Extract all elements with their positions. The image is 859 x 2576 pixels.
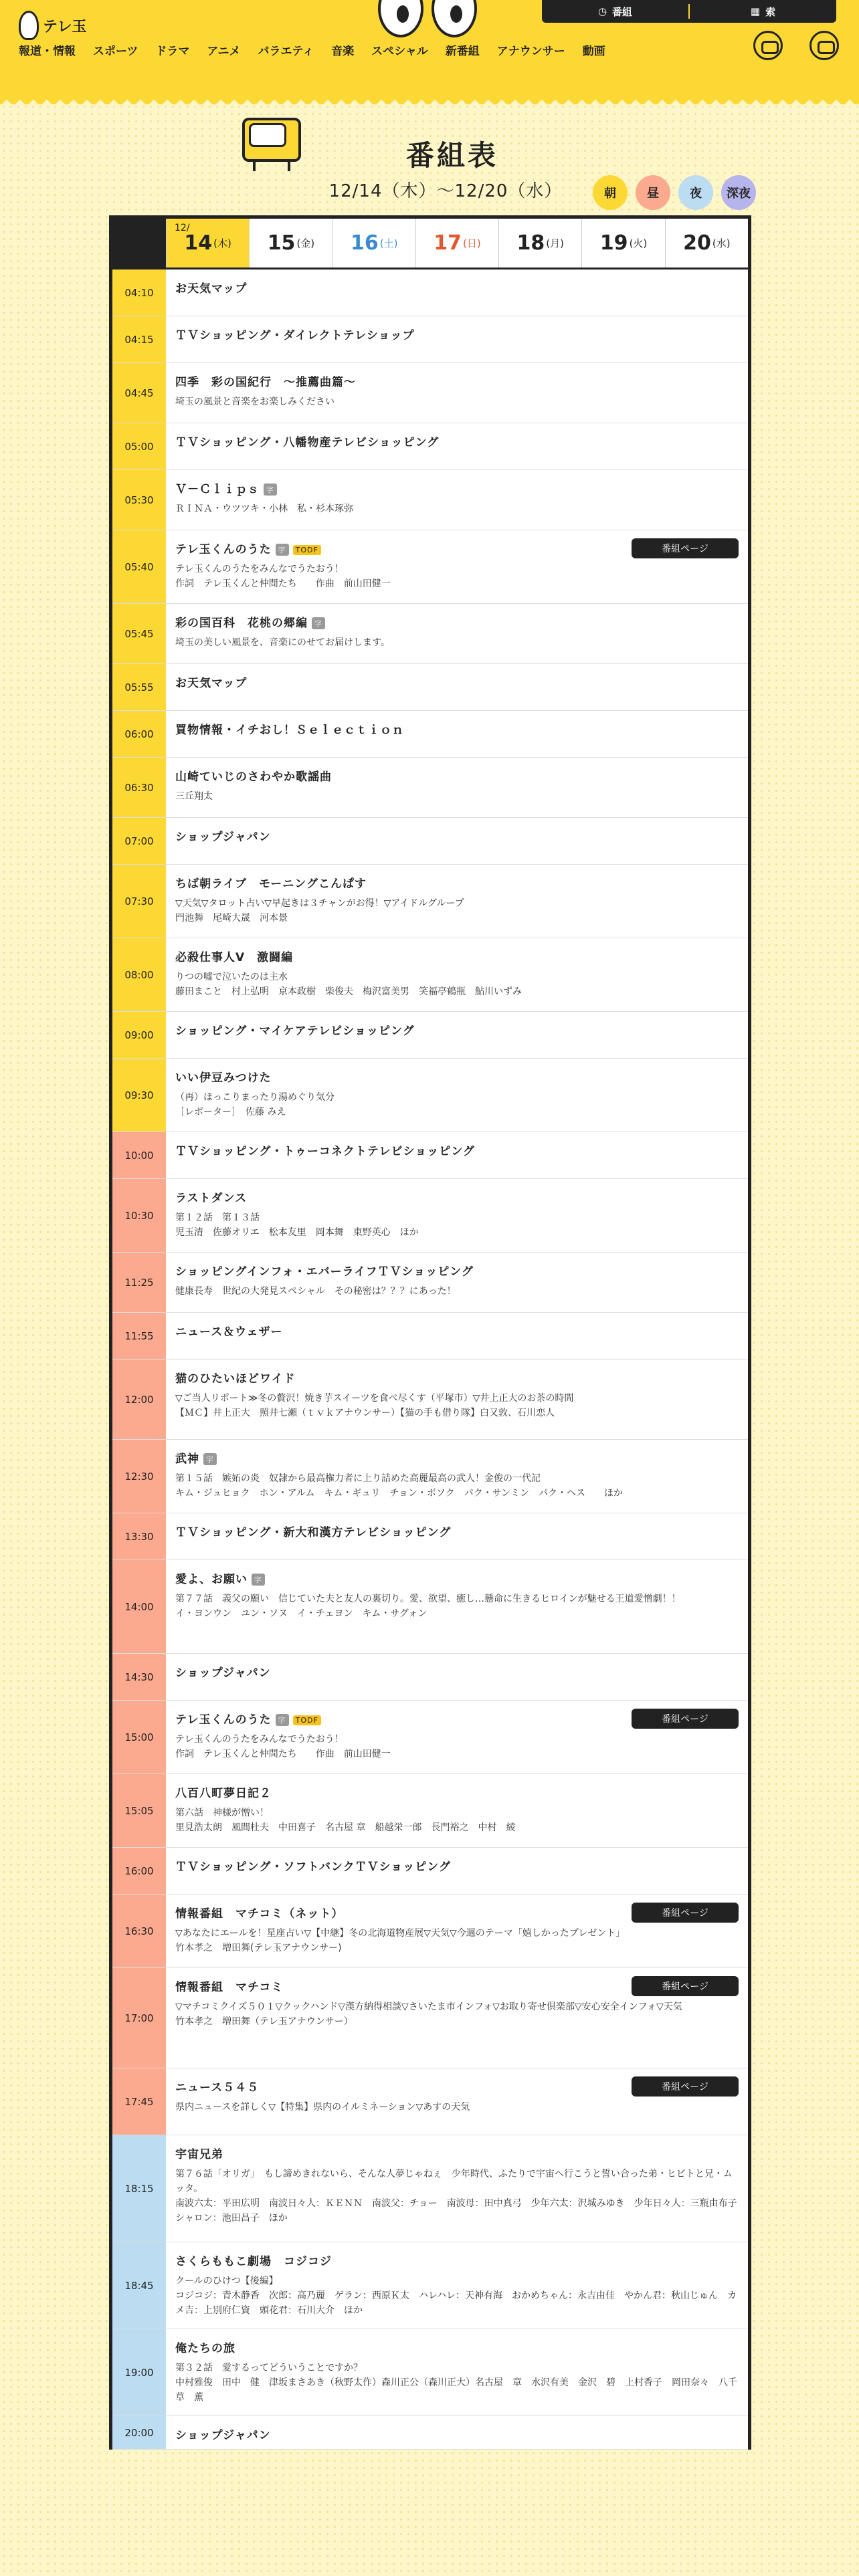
program-time: 04:15: [112, 316, 166, 362]
schedule-grid: [109, 215, 751, 2450]
program-row[interactable]: [112, 530, 748, 604]
nav-item[interactable]: アナウンサー: [496, 44, 565, 58]
subtitle-badge: 字: [276, 1714, 289, 1726]
day-tabs: [112, 219, 748, 270]
program-cell[interactable]: [166, 530, 748, 603]
program-row[interactable]: [112, 1968, 748, 2068]
program-row[interactable]: [112, 711, 748, 758]
tod-badge: TODF: [293, 1715, 321, 1725]
program-row[interactable]: [112, 1313, 748, 1360]
program-title[interactable]: ニュース５４５: [175, 2081, 260, 2095]
program-time: 12:00: [112, 1360, 166, 1439]
program-time: 17:00: [112, 1968, 166, 2068]
subtitle-badge: 字: [312, 617, 325, 629]
header-zigzag: [0, 95, 859, 104]
program-row[interactable]: [112, 423, 748, 470]
program-time: 06:00: [112, 711, 166, 757]
clock-icon: ◷: [597, 5, 607, 17]
program-description: ▽あなたにエールを！星座占い▽【中継】冬の北海道物産展▽天気▽今週のテーマ「嬉しかったプレゼント」 竹本孝之 増田舞(テレ玉アナウンサー): [175, 1928, 626, 1953]
program-row[interactable]: [112, 1560, 748, 1654]
date-range: 12/14（木）〜12/20（水）: [328, 181, 563, 201]
program-guide-link[interactable]: ◷ 番組: [597, 5, 633, 18]
program-title[interactable]: 情報番組 マチコミ（ネット）: [175, 1907, 344, 1921]
site-header: [0, 0, 859, 95]
program-time: 13:30: [112, 1513, 166, 1560]
tv-icon: [238, 114, 305, 174]
program-title[interactable]: 買物情報・イチおし！Ｓｅｌｅｃｔｉｏｎ: [175, 724, 404, 737]
program-cell[interactable]: [166, 363, 748, 423]
program-page-button[interactable]: 番組ページ: [632, 1709, 739, 1729]
program-title[interactable]: ＴＶショッピング・八幡物産テレビショッピング: [175, 436, 440, 449]
program-description: 県内ニュースを詳しく▽【特集】県内のイルミネーション▽あすの天気: [175, 2102, 470, 2113]
program-row[interactable]: [112, 1360, 748, 1440]
program-description: 第７６話「オリガ」 もし諦めきれないら、そんな人夢じゃねぇ 少年時代、ふたりで宇宙へ行こうと誓い合った弟・ヒビトと兄・ムッタ。 南波六太：平田広明 南波日々人：ＫＥＮＮ 南波父：チョー 南波母：田中真弓 少年六太：沢城みゆき 少年日々人：三瓶由布子 シャロン：池田昌子 ほか: [175, 2169, 737, 2224]
program-row[interactable]: [112, 2068, 748, 2135]
day-tab[interactable]: [166, 219, 249, 267]
program-description: 第１２話 第１３話 児玉清 佐藤オリエ 松本友里 岡本舞 東野英心 ほか: [175, 1212, 419, 1238]
program-description: ＲＩＮＡ・ウツツキ・小林 私・杉本琢弥: [175, 504, 353, 514]
time-button-深夜[interactable]: 深夜: [721, 175, 756, 210]
program-title[interactable]: テレ玉くんのうた 字 TODF: [175, 1710, 739, 1727]
program-time: 14:30: [112, 1654, 166, 1700]
program-description: 埼玉の風景と音楽をお楽しみください: [175, 397, 335, 407]
time-button-昼[interactable]: 昼: [636, 175, 670, 210]
program-title[interactable]: テレ玉くんのうた 字 TODF: [175, 540, 739, 556]
program-time: 05:00: [112, 423, 166, 469]
program-description: 第１５話 嫉妬の炎 奴隷から最高権力者に上り詰めた高麗最高の武人！金俊の一代記 キム・ジュヒョク ホン・アルム キム・ギュリ チョン・ボソク パク・サンミン パク・ヘス ほか: [175, 1473, 624, 1499]
program-row[interactable]: [112, 1179, 748, 1253]
program-title[interactable]: お天気マップ: [175, 677, 248, 690]
program-title[interactable]: 情報番組 マチコミ: [175, 1981, 284, 1994]
program-cell[interactable]: [166, 423, 748, 469]
main-nav: [19, 37, 605, 62]
program-time: 07:00: [112, 818, 166, 864]
program-cell[interactable]: [166, 1848, 748, 1894]
program-time: 19:00: [112, 2329, 166, 2416]
program-cell[interactable]: [166, 664, 748, 710]
program-row[interactable]: [112, 316, 748, 363]
program-cell[interactable]: [166, 470, 748, 530]
program-title[interactable]: ラストダンス: [175, 1192, 248, 1205]
program-cell[interactable]: [166, 1179, 748, 1252]
program-time: 18:15: [112, 2135, 166, 2242]
program-cell[interactable]: [166, 1774, 748, 1847]
program-title[interactable]: 必殺仕事人Ⅴ 激闘編: [175, 951, 294, 964]
nav-item[interactable]: アニメ: [207, 44, 241, 58]
program-cell[interactable]: [166, 316, 748, 362]
day-month: 12/: [175, 223, 190, 233]
program-title[interactable]: 四季 彩の国紀行 〜推薦曲篇〜: [175, 376, 356, 389]
program-page-button[interactable]: 番組ページ: [632, 1976, 739, 1996]
program-title[interactable]: さくらももこ劇場 コジコジ: [175, 2255, 332, 2268]
program-title[interactable]: ＴＶショッピング・ダイレクトテレショップ: [175, 329, 415, 342]
day-number: 18: [516, 231, 545, 255]
day-number: 17: [434, 231, 462, 255]
program-cell[interactable]: [166, 2242, 748, 2329]
program-time: 07:30: [112, 865, 166, 938]
program-title[interactable]: ＴＶショッピング・トゥーコネクトテレビショッピング: [175, 1145, 475, 1158]
program-page-button[interactable]: 番組ページ: [632, 1903, 739, 1923]
program-description: （再）ほっこりまったり湯めぐり気分 ［レポーター］ 佐藤 みえ: [175, 1092, 335, 1117]
program-row[interactable]: [112, 1654, 748, 1701]
program-title[interactable]: いい伊豆みつけた: [175, 1071, 272, 1085]
mascot-eyes-icon: [378, 0, 478, 40]
program-page-button[interactable]: 番組ページ: [632, 538, 739, 558]
program-cell[interactable]: [166, 1059, 748, 1132]
day-weekday: (月): [546, 237, 564, 249]
program-cell[interactable]: [166, 1701, 748, 1774]
program-row[interactable]: [112, 270, 748, 316]
day-number: 14: [184, 231, 213, 255]
program-cell[interactable]: [166, 2329, 748, 2416]
program-title[interactable]: ニュース＆ウェザー: [175, 1325, 283, 1339]
time-button-夜[interactable]: 夜: [678, 175, 713, 210]
program-row[interactable]: [112, 1440, 748, 1513]
program-time: 10:30: [112, 1179, 166, 1252]
program-row[interactable]: [112, 2416, 748, 2450]
program-row[interactable]: [112, 1012, 748, 1059]
program-cell[interactable]: [166, 1895, 748, 1967]
subtitle-badge: 字: [264, 484, 277, 496]
day-tab[interactable]: [332, 219, 415, 267]
program-row[interactable]: [112, 865, 748, 938]
nav-item[interactable]: 報道・情報: [19, 44, 76, 58]
program-row[interactable]: [112, 1513, 748, 1560]
day-number: 19: [599, 231, 628, 255]
nav-item[interactable]: バラエティ: [258, 44, 314, 58]
program-cell[interactable]: [166, 1968, 748, 2068]
program-title[interactable]: ショップジャパン: [175, 2429, 271, 2442]
program-row[interactable]: [112, 664, 748, 711]
program-cell[interactable]: [166, 711, 748, 757]
program-title[interactable]: お天気マップ: [175, 282, 248, 296]
program-time: 06:30: [112, 758, 166, 817]
program-list: [112, 270, 748, 2450]
subtitle-badge: 字: [203, 1453, 217, 1465]
program-description: ▽マチコミクイズ５０１▽クックハンド▽漢方納得相談▽さいたま市インフォ▽お取り寄せ倶楽部▽安心安全インフォ▽天気 竹本孝之 増田舞（テレ玉アナウンサー）: [175, 2002, 682, 2027]
program-title[interactable]: ＴＶショッピング・ソフトバンクＴＶショッピング: [175, 1860, 451, 1874]
program-time: 05:40: [112, 530, 166, 603]
program-title[interactable]: ショッピング・マイケアテレビショッピング: [175, 1025, 415, 1038]
nav-item[interactable]: スペシャル: [371, 44, 428, 58]
program-title[interactable]: 八百八町夢日記２: [175, 1787, 272, 1800]
program-row[interactable]: [112, 1132, 748, 1179]
program-row[interactable]: [112, 758, 748, 818]
logo-text: テレ玉: [43, 18, 87, 35]
program-description: ▽ご当人リポート≫冬の贅沢！焼き芋スイーツを食べ尽くす（平塚市）▽井上正大のお茶の時間 【ＭＣ】井上正大 照井七瀬（ｔｖｋアナウンサー）【猫の手も借り隊】白又敦、石川恋人: [175, 1393, 574, 1418]
program-title[interactable]: ショッピングインフォ・エバーライフＴＶショッピング: [175, 1265, 474, 1279]
program-row[interactable]: [112, 1253, 748, 1313]
nav-item[interactable]: 音楽: [331, 44, 355, 58]
program-time: 10:00: [112, 1132, 166, 1178]
program-description: テレ玉くんのうたをみんなでうたおう！ 作詞 テレ玉くんと仲間たち 作曲 前山田健一: [175, 564, 391, 589]
program-row[interactable]: [112, 1848, 748, 1895]
program-cell[interactable]: [166, 1313, 748, 1359]
program-description: りつの嘘で泣いたのは主水 藤田まこと 村上弘明 京本政樹 柴俊夫 梅沢富美男 笑福亭鶴瓶 鮎川いずみ: [175, 972, 522, 997]
program-row[interactable]: [112, 604, 748, 664]
program-title[interactable]: 彩の国百科 花桃の郷編 字: [175, 613, 739, 630]
program-time: 15:00: [112, 1701, 166, 1774]
program-row[interactable]: [112, 363, 748, 423]
program-title[interactable]: ＴＶショッピング・新大和漢方テレビショッピング: [175, 1526, 452, 1539]
day-tab[interactable]: [581, 219, 664, 267]
program-time: 09:30: [112, 1059, 166, 1132]
program-cell[interactable]: [166, 1012, 748, 1058]
day-weekday: (木): [213, 237, 231, 249]
program-time: 15:05: [112, 1774, 166, 1847]
program-cell[interactable]: [166, 1513, 748, 1560]
nav-item[interactable]: 新番組: [445, 44, 480, 58]
mascot-link-icon[interactable]: [753, 31, 783, 60]
day-weekday: (日): [463, 237, 481, 249]
day-weekday: (金): [296, 237, 315, 249]
program-row[interactable]: [112, 2329, 748, 2416]
program-description: クールのひけつ【後編】 コジコジ：青木静香 次郎：高乃麗 ゲラン：西原Ｋ太 ハレハレ：天神有海 おかめちゃん：永吉由佳 やかん君：秋山じゅん カメ吉：上別府仁資 頭花君：石川大介 ほか: [175, 2276, 737, 2316]
day-number: 20: [683, 231, 711, 255]
program-time: 16:00: [112, 1848, 166, 1894]
program-cell[interactable]: [166, 604, 748, 663]
program-row[interactable]: [112, 1774, 748, 1848]
page-title: 番組表: [405, 139, 498, 172]
program-description: 三丘翔太: [175, 791, 213, 802]
nav-item[interactable]: スポーツ: [93, 44, 138, 58]
program-cell[interactable]: [166, 938, 748, 1011]
program-time: 17:45: [112, 2068, 166, 2135]
day-tab[interactable]: [249, 219, 332, 267]
day-weekday: (火): [629, 237, 648, 249]
kids-link-icon[interactable]: [809, 31, 839, 60]
day-number: 16: [350, 231, 379, 255]
mascot-icon: [19, 11, 39, 40]
program-description: 埼玉の美しい風景を、音楽にのせてお届けします。: [175, 637, 390, 648]
day-weekday: (水): [712, 237, 731, 249]
program-row[interactable]: [112, 2135, 748, 2242]
program-title[interactable]: ショップジャパン: [175, 1667, 271, 1680]
program-description: テレ玉くんのうたをみんなでうたおう！ 作詞 テレ玉くんと仲間たち 作曲 前山田健一: [175, 1734, 391, 1759]
program-row[interactable]: [112, 1895, 748, 1968]
program-cell[interactable]: [166, 758, 748, 817]
nav-item[interactable]: 動画: [582, 44, 605, 58]
program-time: 05:55: [112, 664, 166, 710]
program-cell[interactable]: [166, 1440, 748, 1513]
program-title[interactable]: ショップジャパン: [175, 831, 271, 844]
nav-icons: [753, 31, 839, 60]
program-time: 14:00: [112, 1560, 166, 1653]
program-page-button[interactable]: 番組ページ: [632, 2076, 739, 2097]
time-button-朝[interactable]: 朝: [593, 175, 628, 210]
program-description: 第六話 神様が憎い！ 里見浩太朗 風間杜夫 中田喜子 名古屋 章 船越栄一郎 長門裕之 中村 綾: [175, 1808, 516, 1833]
subtitle-badge: 字: [252, 1574, 265, 1586]
program-cell[interactable]: [166, 1560, 748, 1653]
program-title[interactable]: 宇宙兄弟: [175, 2148, 223, 2161]
program-title[interactable]: Ｖ－Ｃｌｉｐｓ 字: [175, 479, 739, 496]
program-cell[interactable]: [166, 2416, 748, 2449]
title-block: [238, 114, 753, 214]
program-title[interactable]: 猫のひたいほどワイド: [175, 1372, 296, 1386]
time-of-day-buttons: [593, 175, 756, 210]
program-cell[interactable]: [166, 2068, 748, 2135]
program-time: 11:25: [112, 1253, 166, 1312]
nav-item[interactable]: ドラマ: [155, 44, 190, 58]
day-weekday: (土): [379, 237, 398, 249]
program-description: 第３２話 愛するってどういうことですか？ 中村雅俊 田中 健 津坂まさあき（秋野太作）森川正公（森川正大）名古屋 章 水沢有美 金沢 碧 上村香子 岡田奈々 八千草 薫: [175, 2363, 737, 2403]
program-row[interactable]: [112, 938, 748, 1012]
day-tab[interactable]: [415, 219, 498, 267]
program-cell[interactable]: [166, 865, 748, 938]
tod-badge: TODF: [293, 545, 321, 555]
program-description: 第７７話 義父の願い 信じていた夫と友人の裏切り。愛、欲望、癒し…懸命に生きるヒロインが魅せる王道愛憎劇！！ イ・ヨンウン ユン・ソヌ イ・チェヨン キム・サグォン: [175, 1594, 681, 1619]
program-cell[interactable]: [166, 1253, 748, 1312]
grid-icon: ▦: [750, 5, 761, 17]
grid-corner: [112, 219, 166, 267]
program-time: 12:30: [112, 1440, 166, 1513]
program-title[interactable]: 俺たちの旅: [175, 2342, 235, 2355]
program-time: 18:45: [112, 2242, 166, 2329]
program-cell[interactable]: [166, 270, 748, 316]
day-tab[interactable]: [498, 219, 581, 267]
program-time: 05:30: [112, 470, 166, 530]
program-cell[interactable]: [166, 1360, 748, 1439]
program-cell[interactable]: [166, 1132, 748, 1178]
program-time: 05:45: [112, 604, 166, 663]
program-row[interactable]: [112, 470, 748, 530]
program-cell[interactable]: [166, 1654, 748, 1700]
program-row[interactable]: [112, 2242, 748, 2329]
program-time: 04:45: [112, 363, 166, 423]
program-title[interactable]: 愛よ、お願い 字: [175, 1570, 739, 1586]
top-utility-bar: [542, 0, 836, 23]
subtitle-badge: 字: [276, 544, 289, 556]
day-tab[interactable]: [665, 219, 748, 267]
day-number: 15: [267, 231, 296, 255]
program-row[interactable]: [112, 818, 748, 865]
search-link[interactable]: ▦ 索: [750, 5, 776, 18]
program-time: 20:00: [112, 2416, 166, 2449]
program-row[interactable]: [112, 1059, 748, 1132]
program-description: ▽天気▽タロット占い▽早起きは３チャンがお得！▽アイドルグループ 門池舞 尾崎大晟 河本景: [175, 898, 464, 924]
program-time: 09:00: [112, 1012, 166, 1058]
program-time: 16:30: [112, 1895, 166, 1967]
program-row[interactable]: [112, 1701, 748, 1774]
program-title[interactable]: ちば朝ライブ モーニングこんぱす: [175, 877, 367, 891]
program-time: 08:00: [112, 938, 166, 1011]
program-time: 11:55: [112, 1313, 166, 1359]
program-description: 健康長寿 世紀の大発見スペシャル その秘密は？？？にあった！: [175, 1286, 456, 1297]
program-title[interactable]: 武神 字: [175, 1449, 739, 1466]
program-cell[interactable]: [166, 818, 748, 864]
program-time: 04:10: [112, 270, 166, 316]
program-title[interactable]: 山崎ていじのさわやか歌謡曲: [175, 770, 332, 784]
program-cell[interactable]: [166, 2135, 748, 2242]
